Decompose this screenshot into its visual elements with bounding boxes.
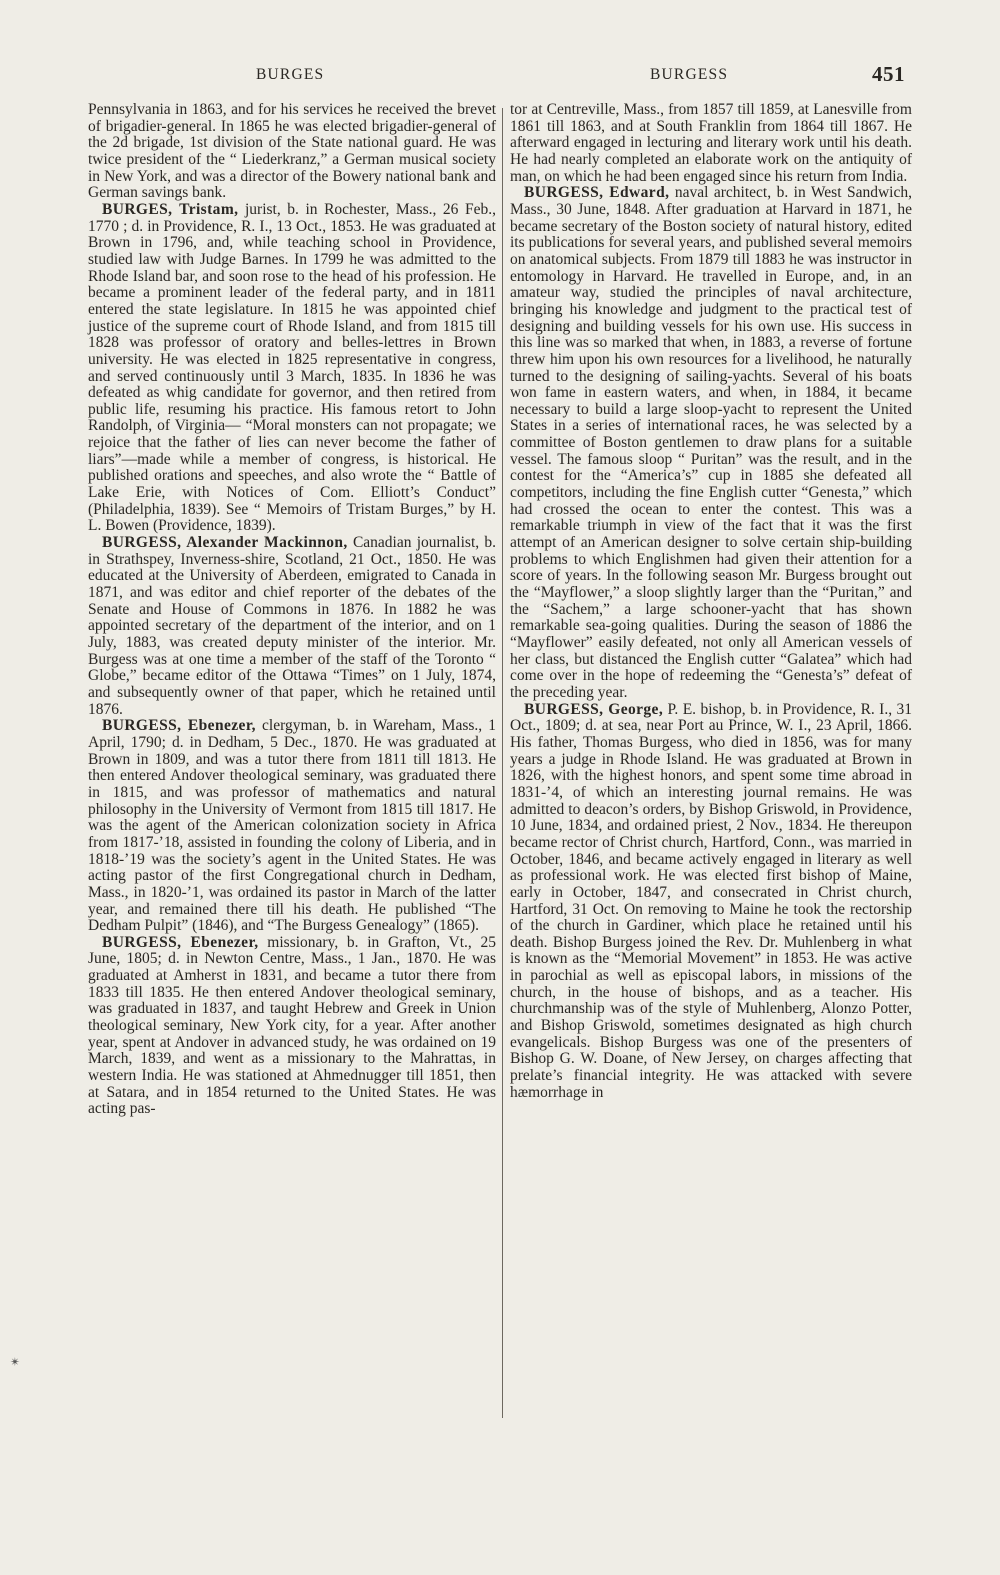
entry-headword: BURGESS, Ebenezer, xyxy=(102,717,256,735)
entry-headword: BURGESS, Alexander Mackinnon, xyxy=(102,534,348,552)
biography-entry xyxy=(88,535,496,718)
column-divider xyxy=(502,108,503,1418)
margin-mark: ✴ xyxy=(10,1355,21,1369)
left-column xyxy=(88,102,496,1118)
right-column xyxy=(510,102,912,1101)
entry-text: jurist, b. in Rochester, Mass., 26 Feb., 1770 ; d. in Providence, R. I., 13 Oct., 1853. He was graduated at Brown in 1796, and, while teaching school in Providence, studied law with Judge Barnes. In 1799 he was admitted to the Rhode Island bar, and soon rose to the head of his profession. He became a prominent leader of the federal party, and in 1811 entered the state legislature. In 1815 he was appointed chief justice of the supreme court of Rhode Island, and from 1815 till 1828 was professor of oratory and belles-lettres in Brown university. He was elected in 1825 representative in congress, and served continuously until 3 March, 1835. In 1836 he was defeated as whig candidate for governor, and then retired from public life, resuming his practice. His famous retort to John Randolph, of Virginia— “Moral monsters can not propagate; we rejoice that the father of lies can never become the father of liars”—made while a member of congress, is historical. He published orations and speeches, and also wrote the “ Battle of Lake Erie, with Notices of Com. Elliott’s Conduct” (Philadelphia, 1839). See “ Memoirs of Tristam Burges,” by H. L. Bowen (Providence, 1839). xyxy=(88,200,496,535)
running-head-right: BURGESS xyxy=(650,66,729,83)
running-head-left: BURGES xyxy=(256,66,325,83)
biography-entry xyxy=(510,702,912,1102)
entry-text: P. E. bishop, b. in Providence, R. I., 31 Oct., 1809; d. at sea, near Port au Prince, W. I., 23 April, 1866. His father, Thomas Burgess, who died in 1856, was for many years a judge in Rhode Island. He was graduated at Brown in 1826, with the highest honors, and spent some time abroad in 1831-’4, of which an interesting journal remains. He was admitted to deacon’s orders, by Bishop Griswold, in Providence, 10 June, 1834, and ordained priest, 2 Nov., 1834. He thereupon became rector of Christ church, Hartford, Conn., was married in October, 1846, and became actively engaged in literary as well as professional work. He was elected first bishop of Maine, early in October, 1847, and consecrated in Christ church, Hartford, 31 Oct. On removing to Maine he took the rectorship of the church in Gardiner, which place he retained until his death. Bishop Burgess joined the Rev. Dr. Muhlenberg in what is known as the “Memorial Movement” in 1853. He was active in parochial as well as episcopal labors, in missions of the church, in the house of bishops, and as a teacher. His churchmanship was of the style of Muhlenberg, Alonzo Potter, and Bishop Griswold, sometimes designated as high church evangelicals. Bishop Burgess was one of the presenters of Bishop G. W. Doane, of New Jersey, on charges affecting that prelate’s financial integrity. He was attacked with severe hæmorrhage in xyxy=(510,700,912,1101)
entry-text: naval architect, b. in West Sandwich, Mass., 30 June, 1848. After graduation at Harvard in 1871, he became secretary of the Boston society of natural history, edited its publications for several years, and published several memoirs on anatomical subjects. From 1879 till 1883 he was instructor in entomology in Harvard. He travelled in Europe, and, in an amateur way, studied the principles of naval architecture, bringing his knowledge and judgment to the practical test of designing and building vessels for his own use. His success in this line was so marked that when, in 1883, a reverse of fortune threw him upon his own resources for a livelihood, he naturally turned to the designing of sailing-yachts. Several of his boats won fame in eastern waters, and when, in 1884, it became necessary to build a large sloop-yacht to represent the United States in a series of international races, he was selected by a committee of Boston gentlemen to draw plans for a suitable vessel. The famous sloop “ Puritan” was the result, and in the contest for the “America’s” cup in 1885 she defeated all competitors, including the fine English cutter “Genesta,” which had crossed the ocean to enter the contest. This was a remarkable triumph in view of the fact that it was the first attempt of an American designer to solve certain ship-building problems to which Englishmen had given their attention for a score of years. In the following season Mr. Burgess brought out the “Mayflower,” a sloop slightly larger than the “Puritan,” and the “Sachem,” a large schooner-yacht that has shown remarkable sea-going qualities. During the season of 1886 the “Mayflower” easily defeated, not only all American vessels of her class, but distanced the English cutter “Galatea” which had come over in the hope of redeeming the “Genesta’s” defeat of the preceding year. xyxy=(510,184,912,701)
biography-entry xyxy=(88,935,496,1118)
entry-headword: BURGESS, George, xyxy=(524,700,664,718)
entry-text: clergyman, b. in Wareham, Mass., 1 April, 1790; d. in Dedham, 5 Dec., 1870. He was graduated at Brown in 1809, and was a tutor there from 1811 till 1813. He then entered Andover theological seminary, was graduated there in 1815, and was professor of mathematics and natural philosophy in the University of Vermont from 1815 till 1817. He was the agent of the American colonization society in Africa from 1817-’18, assisted in founding the colony of Liberia, and in 1818-’19 was the society’s agent in the United States. He was acting pastor of the first Congregational church in Dedham, Mass., in 1820-’1, was ordained its pastor in March of the latter year, and remained there till his death. He published “The Dedham Pulpit” (1846), and “The Burgess Genealogy” (1865). xyxy=(88,717,496,935)
entry-headword: BURGES, Tristam, xyxy=(102,200,239,218)
biography-entry xyxy=(88,202,496,535)
entry-text: Canadian journalist, b. in Strathspey, Inverness-shire, Scotland, 21 Oct., 1850. He was educated at the University of Aberdeen, emigrated to Canada in 1871, and was editor and chief reporter of the debates of the Senate and House of Commons in 1876. In 1882 he was appointed secretary of the department of the interior, and on 1 July, 1883, was created deputy minister of the interior. Mr. Burgess was at one time a member of the staff of the Toronto “ Globe,” became editor of the Ottawa “Times” on 1 July, 1874, and subsequently owner of that paper, which he retained until 1876. xyxy=(88,534,496,718)
continued-text xyxy=(510,102,912,185)
page-number: 451 xyxy=(872,62,905,86)
biography-entry xyxy=(88,718,496,935)
biography-entry xyxy=(510,185,912,701)
entry-text: Pennsylvania in 1863, and for his services he received the brevet of brigadier-general. In 1865 he was elected brigadier-general of the 2d brigade, 1st division of the State national guard. He was twice president of the “ Liederkranz,” a German musical society in New York, and was a director of the Bowery national bank and German savings bank. xyxy=(88,101,496,202)
entry-text: missionary, b. in Grafton, Vt., 25 June, 1805; d. in Newton Centre, Mass., 1 Jan., 1870. He was graduated at Amherst in 1831, and became a tutor there from 1833 till 1835. He then entered Andover theological seminary, was graduated in 1837, and taught Hebrew and Greek in Union theological seminary, New York city, for a year. After another year, spent at Andover in advanced study, he was ordained on 19 March, 1839, and went as a missionary to the Mahrattas, in western India. He was stationed at Ahmednugger till 1851, then at Satara, and in 1854 returned to the United States. He was acting pas- xyxy=(88,933,497,1118)
entry-headword: BURGESS, Edward, xyxy=(524,184,670,202)
entry-headword: BURGESS, Ebenezer, xyxy=(102,933,259,951)
continued-text xyxy=(88,102,496,202)
entry-text: tor at Centreville, Mass., from 1857 till 1859, at Lanesville from 1861 till 1863, and at South Franklin from 1864 till 1867. He afterward engaged in lecturing and literary work until his death. He had nearly completed an elaborate work on the antiquity of man, on which he had been engaged since his return from India. xyxy=(510,101,912,185)
